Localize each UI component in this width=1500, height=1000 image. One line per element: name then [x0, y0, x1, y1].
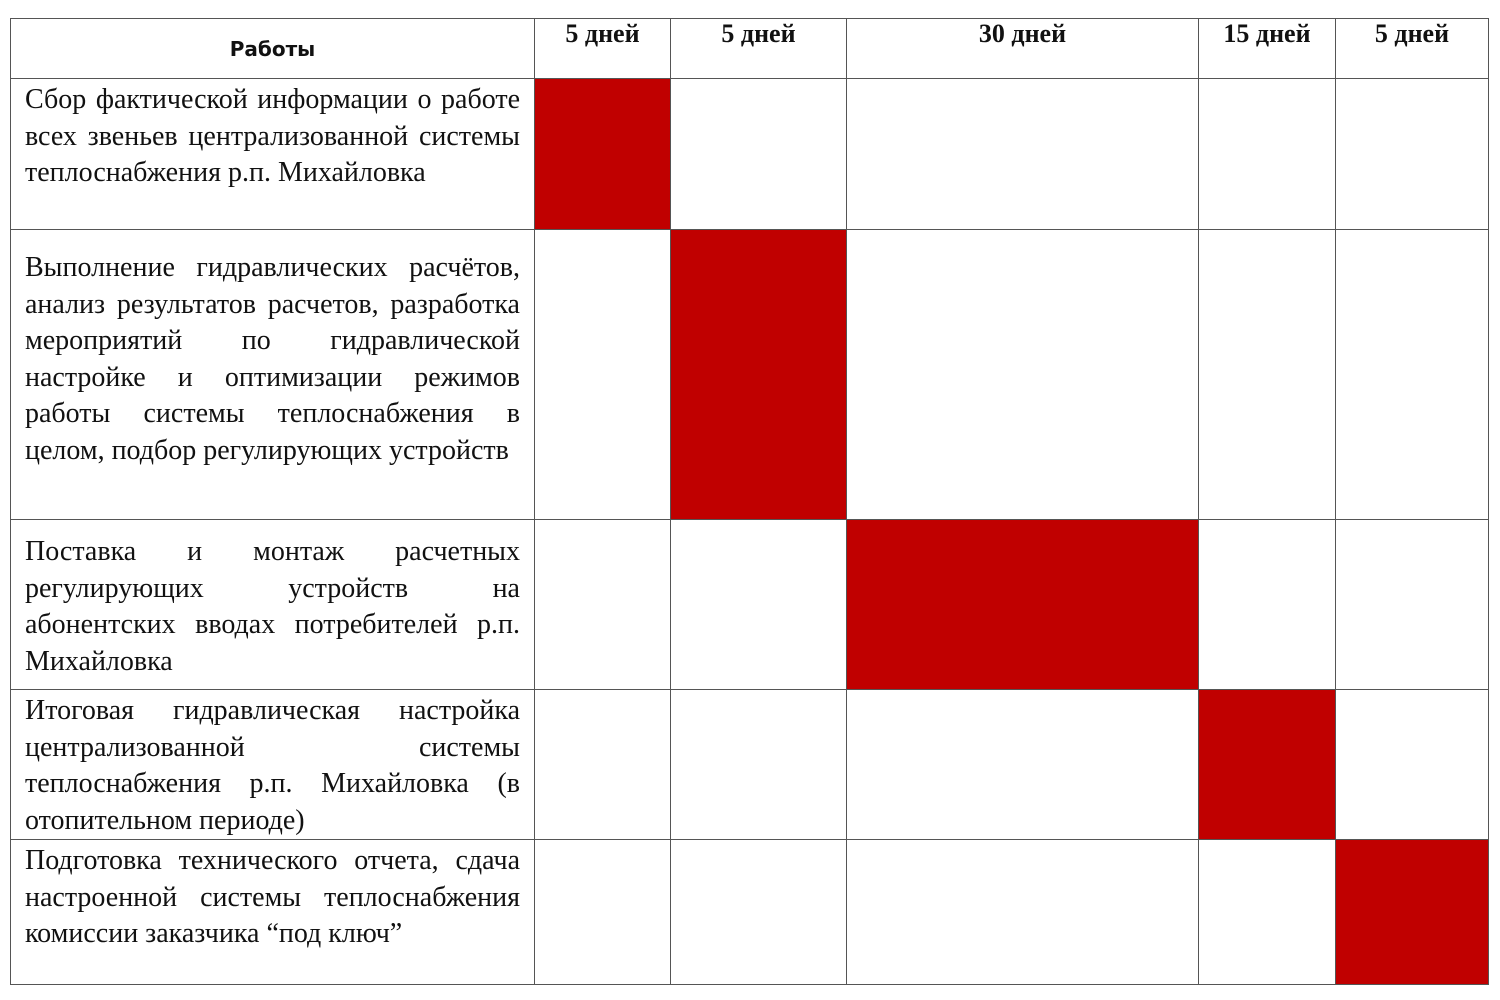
gantt-cell-period-2	[671, 520, 847, 690]
gantt-cell-period-4	[1199, 520, 1336, 690]
task-row	[11, 840, 1489, 985]
gantt-cell-period-3	[847, 230, 1199, 520]
task-description: Выполнение гидравлических расчётов, анализ результатов расчетов, разработка мероприятий по гидравлической настройке и оптимизации режимов работы системы теплоснабжения в целом, подбор регулирующих устройств	[11, 230, 535, 520]
task-row	[11, 520, 1489, 690]
gantt-bar-period-3	[847, 520, 1199, 690]
gantt-cell-period-3	[847, 79, 1199, 230]
task-description: Итоговая гидравлическая настройка централизованной системы теплоснабжения р.п. Михайловка (в отопительном периоде)	[11, 690, 535, 840]
period-5-header: 5 дней	[1336, 19, 1489, 79]
gantt-cell-period-2	[671, 79, 847, 230]
gantt-cell-period-1	[535, 230, 671, 520]
task-row	[11, 230, 1489, 520]
gantt-bar-period-4	[1199, 690, 1336, 840]
gantt-schedule-table	[10, 18, 1489, 985]
gantt-cell-period-1	[535, 520, 671, 690]
period-1-header: 5 дней	[535, 19, 671, 79]
task-row	[11, 79, 1489, 230]
gantt-cell-period-3	[847, 840, 1199, 985]
header-row	[11, 19, 1489, 79]
gantt-bar-period-2	[671, 230, 847, 520]
gantt-cell-period-3	[847, 690, 1199, 840]
gantt-cell-period-4	[1199, 79, 1336, 230]
task-description: Поставка и монтаж расчетных регулирующих устройств на абонентских вводах потребителей р.п. Михайловка	[11, 520, 535, 690]
gantt-cell-period-2	[671, 690, 847, 840]
period-4-header: 15 дней	[1199, 19, 1336, 79]
task-row	[11, 690, 1489, 840]
task-description: Сбор фактической информации о работе всех звеньев централизованной системы теплоснабжения р.п. Михайловка	[11, 79, 535, 230]
gantt-cell-period-4	[1199, 840, 1336, 985]
gantt-bar-period-1	[535, 79, 671, 230]
gantt-bar-period-5	[1336, 840, 1489, 985]
gantt-cell-period-5	[1336, 79, 1489, 230]
gantt-cell-period-1	[535, 840, 671, 985]
gantt-cell-period-5	[1336, 690, 1489, 840]
gantt-cell-period-1	[535, 690, 671, 840]
works-column-header: Работы	[11, 19, 535, 79]
gantt-cell-period-5	[1336, 520, 1489, 690]
gantt-cell-period-5	[1336, 230, 1489, 520]
period-3-header: 30 дней	[847, 19, 1199, 79]
task-description: Подготовка технического отчета, сдача настроенной системы теплоснабжения комиссии заказчика “под ключ”	[11, 840, 535, 985]
period-2-header: 5 дней	[671, 19, 847, 79]
gantt-cell-period-4	[1199, 230, 1336, 520]
gantt-cell-period-2	[671, 840, 847, 985]
